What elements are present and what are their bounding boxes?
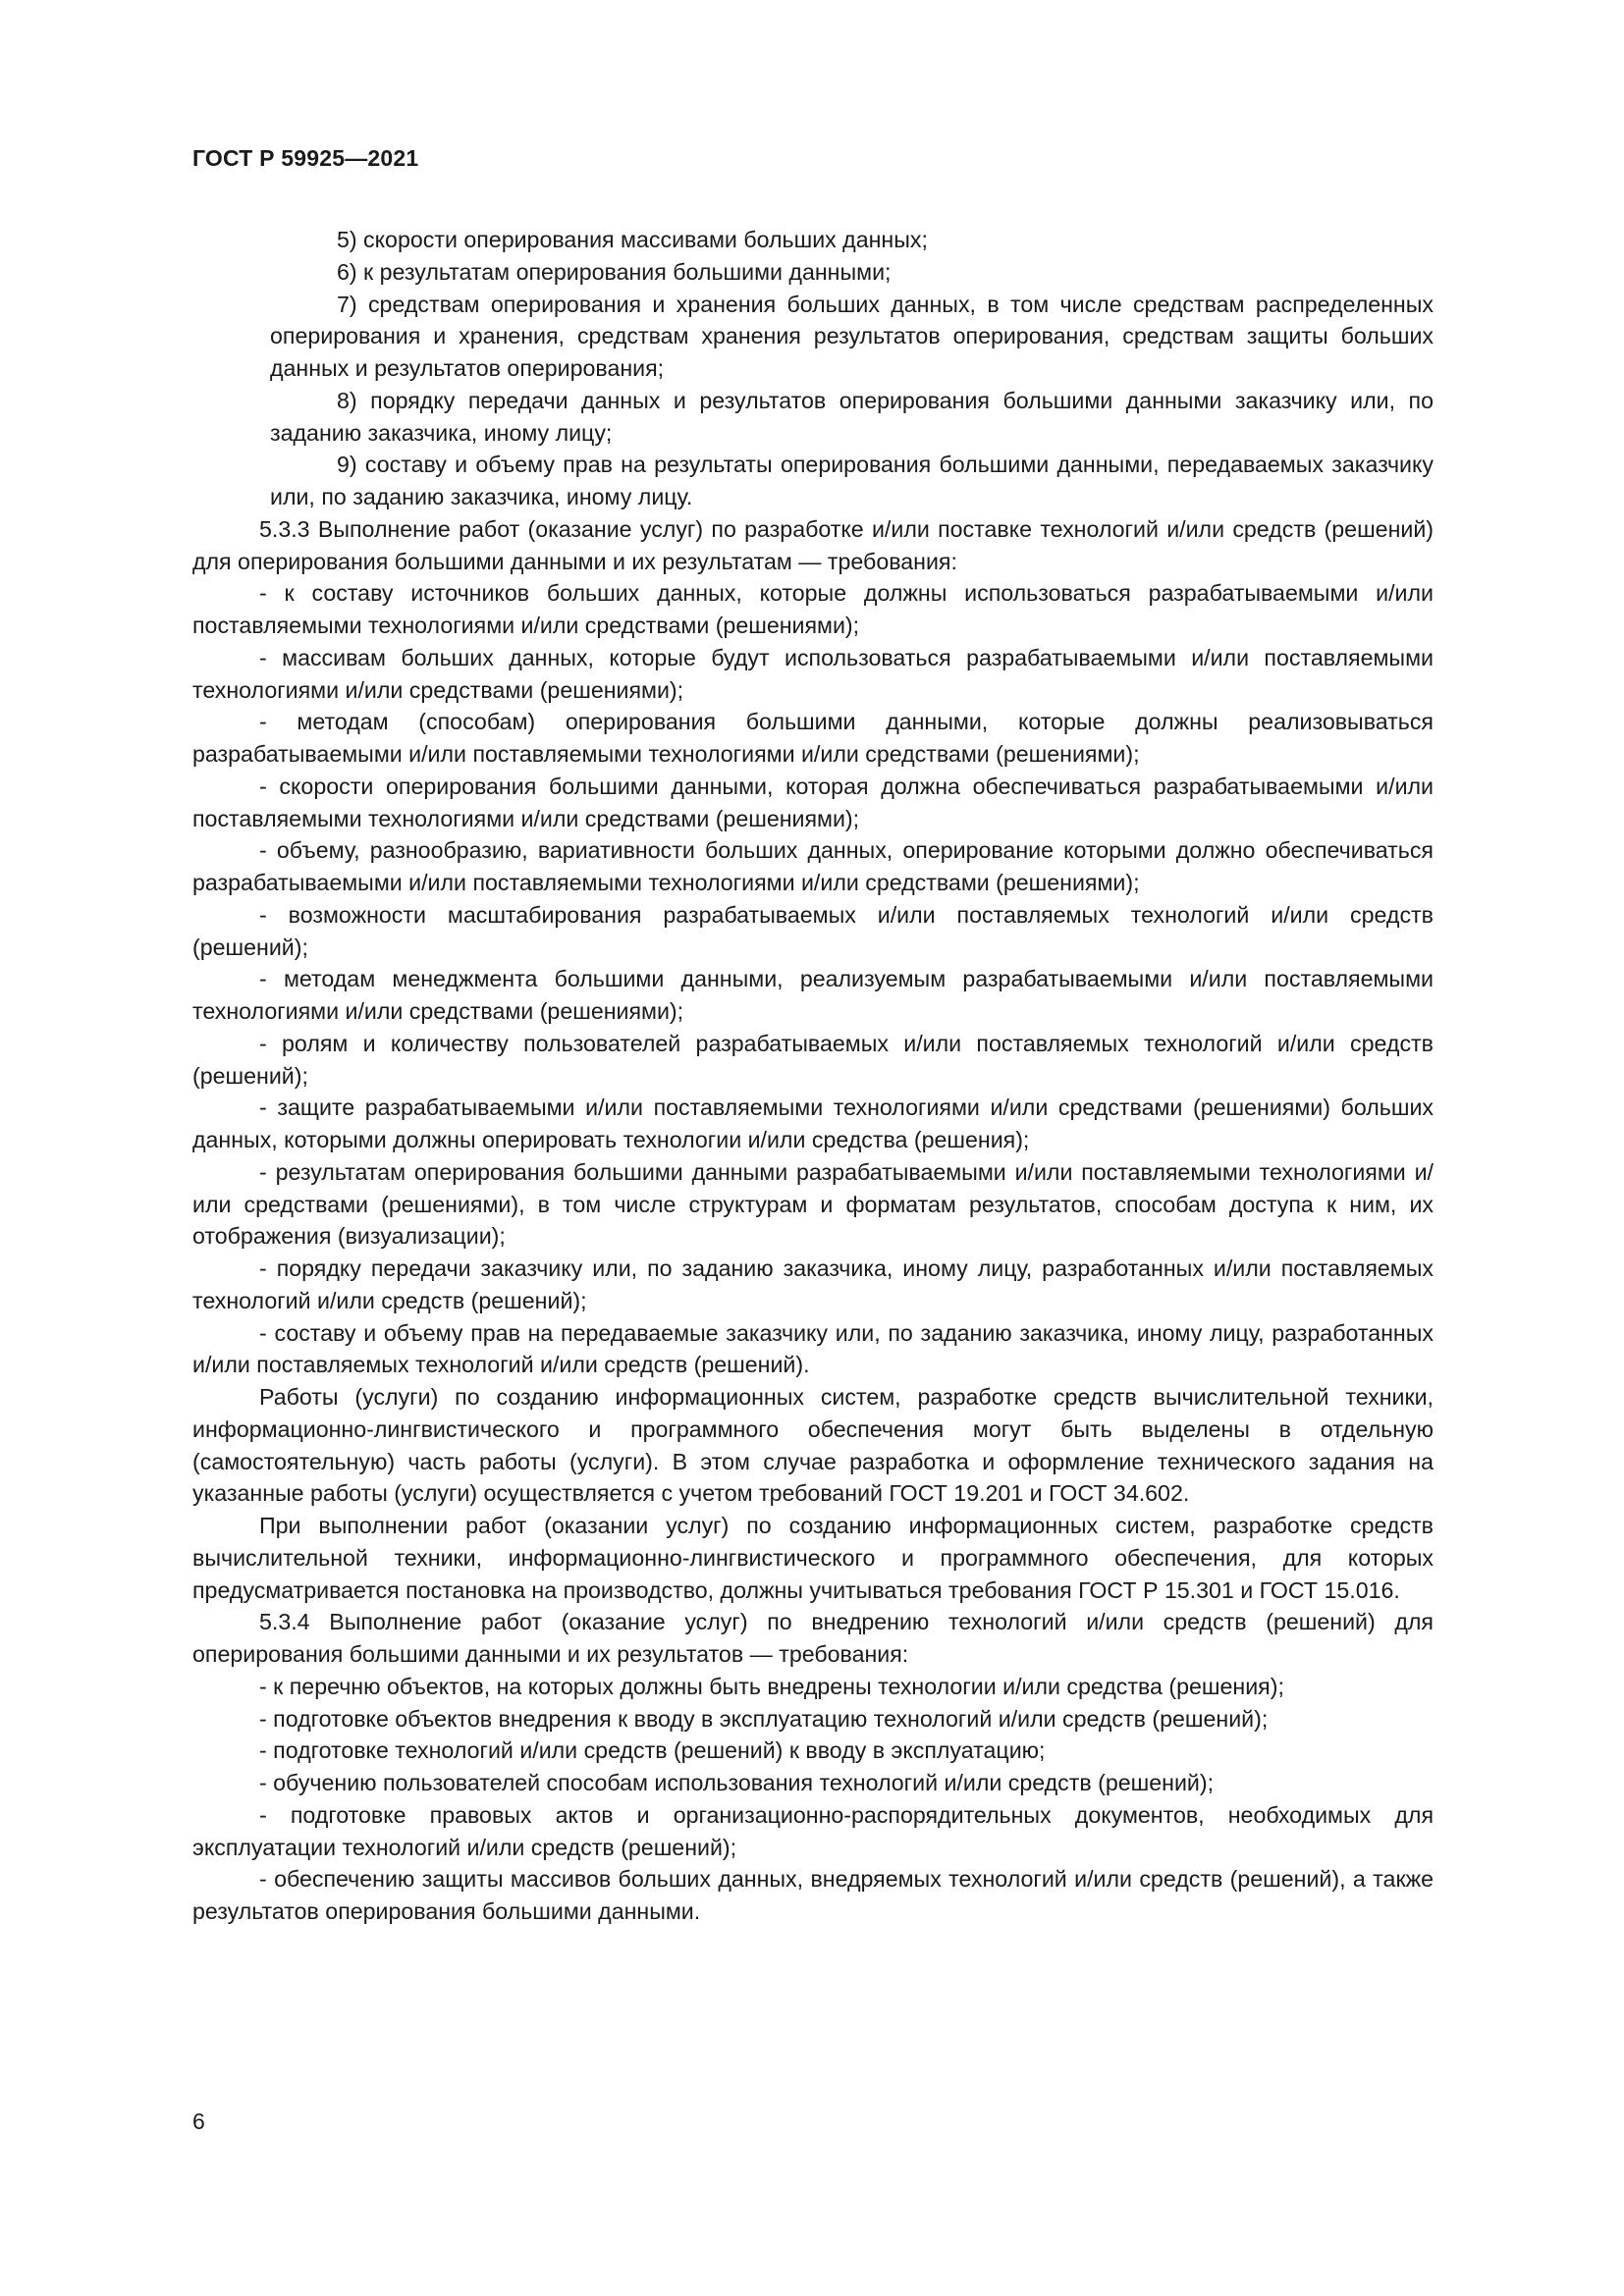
requirement-item: - подготовке правовых актов и организационно-распорядительных документов, необходимых для эксплуатации технологий и/или средств (решений); <box>192 1801 1434 1860</box>
list-item: 9) составу и объему прав на результаты оперирования большими данными, передаваемых заказчику или, по заданию заказчика, иному лицу. <box>270 452 1434 509</box>
requirement-item: - ролям и количеству пользователей разрабатываемых и/или поставляемых технологий и/или средств (решений); <box>192 1030 1434 1089</box>
requirement-item: - подготовке технологий и/или средств (решений) к вводу в эксплуатацию; <box>259 1737 1046 1764</box>
requirement-item: - составу и объему прав на передаваемые заказчику или, по заданию заказчика, иному лицу, разработанных и/или поставляемых технологий и/или средств (решений). <box>192 1319 1434 1378</box>
requirement-item: - методам (способам) оперирования большими данными, которые должны реализовываться разрабатываемыми и/или поставляемыми технологиями и/или средствами (решениями); <box>192 709 1434 767</box>
page-number: 6 <box>192 2109 205 2134</box>
section-paragraph: 5.3.4 Выполнение работ (оказание услуг) по внедрению технологий и/или средств (решений) для оперирования большими данными и их результатов — требования: <box>192 1609 1434 1667</box>
requirement-item: - скорости оперирования большими данными, которая должна обеспечиваться разрабатываемыми и/или поставляемыми технологиями и/или средствами (решениями); <box>192 773 1434 831</box>
requirement-item: - к составу источников больших данных, которые должны использоваться разрабатываемыми и/или поставляемыми технологиями и/или средствами (решениями); <box>192 580 1434 638</box>
requirement-item: - порядку передачи заказчику или, по заданию заказчика, иному лицу, разработанных и/или поставляемых технологий и/или средств (решений); <box>192 1255 1434 1313</box>
document-header: ГОСТ Р 59925—2021 <box>192 145 419 171</box>
body-paragraph: При выполнении работ (оказании услуг) по созданию информационных систем, разработке средств вычислительной техники, информационно-лингвистического и программного обеспечения, для которых предусматривается постановка на производство, должны учитываться требования ГОСТ Р 15.301 и ГОСТ 15.016. <box>192 1513 1434 1603</box>
requirement-item: - подготовке объектов внедрения к вводу в эксплуатацию технологий и/или средств (решений); <box>259 1705 1269 1732</box>
requirement-item: - результатам оперирования большими данными разрабатываемыми и/или поставляемыми технологиями и/или средствами (решениями), в том числе структурам и форматам результатов, способам доступа к ним, их отображения (визуализации); <box>192 1158 1434 1250</box>
document-body <box>192 224 1434 1928</box>
body-paragraph: Работы (услуги) по созданию информационных систем, разработке средств вычислительной техники, информационно-лингвистического и программного обеспечения могут быть выделены в отдельную (самостоятельную) часть работы (услуги). В этом случае разработка и оформление технического задания на указанные работы (услуги) осуществляется с учетом требований ГОСТ 19.201 и ГОСТ 34.602. <box>192 1384 1434 1507</box>
requirement-item: - возможности масштабирования разрабатываемых и/или поставляемых технологий и/или средств (решений); <box>192 901 1434 960</box>
section-paragraph: 5.3.3 Выполнение работ (оказание услуг) по разработке и/или поставке технологий и/или средств (решений) для оперирования большими данными и их результатам — требования: <box>192 515 1434 574</box>
requirement-item: - обучению пользователей способам использования технологий и/или средств (решений); <box>259 1770 1215 1795</box>
requirement-item: - обеспечению защиты массивов больших данных, внедряемых технологий и/или средств (решений), а также результатов оперирования большими данными. <box>192 1866 1434 1924</box>
list-item: 5) скорости оперирования массивами больших данных; <box>337 227 928 252</box>
requirement-item: - массивам больших данных, которые будут использоваться разрабатываемыми и/или поставляемыми технологиями и/или средствами (решениями); <box>192 644 1434 703</box>
list-item: 8) порядку передачи данных и результатов оперирования большими данными заказчику или, по заданию заказчика, иному лицу; <box>270 387 1434 446</box>
list-item: 7) средствам оперирования и хранения больших данных, в том числе средствам распределенных оперирования и хранения, средствам хранения результатов оперирования, средствам защиты больших данных и результатов оперирования; <box>270 291 1434 381</box>
requirement-item: - методам менеджмента большими данными, реализуемым разрабатываемыми и/или поставляемыми технологиями и/или средствами (решениями); <box>192 966 1434 1024</box>
requirement-item: - объему, разнообразию, вариативности больших данных, оперирование которыми должно обеспечиваться разрабатываемыми и/или поставляемыми технологиями и/или средствами (решениями); <box>192 837 1434 895</box>
list-item: 6) к результатам оперирования большими данными; <box>337 258 892 285</box>
requirement-item: - защите разрабатываемыми и/или поставляемыми технологиями и/или средствами (решениями) больших данных, которыми должны оперировать технологии и/или средства (решения); <box>192 1095 1434 1152</box>
requirement-item: - к перечню объектов, на которых должны быть внедрены технологии и/или средства (решения); <box>259 1673 1284 1699</box>
